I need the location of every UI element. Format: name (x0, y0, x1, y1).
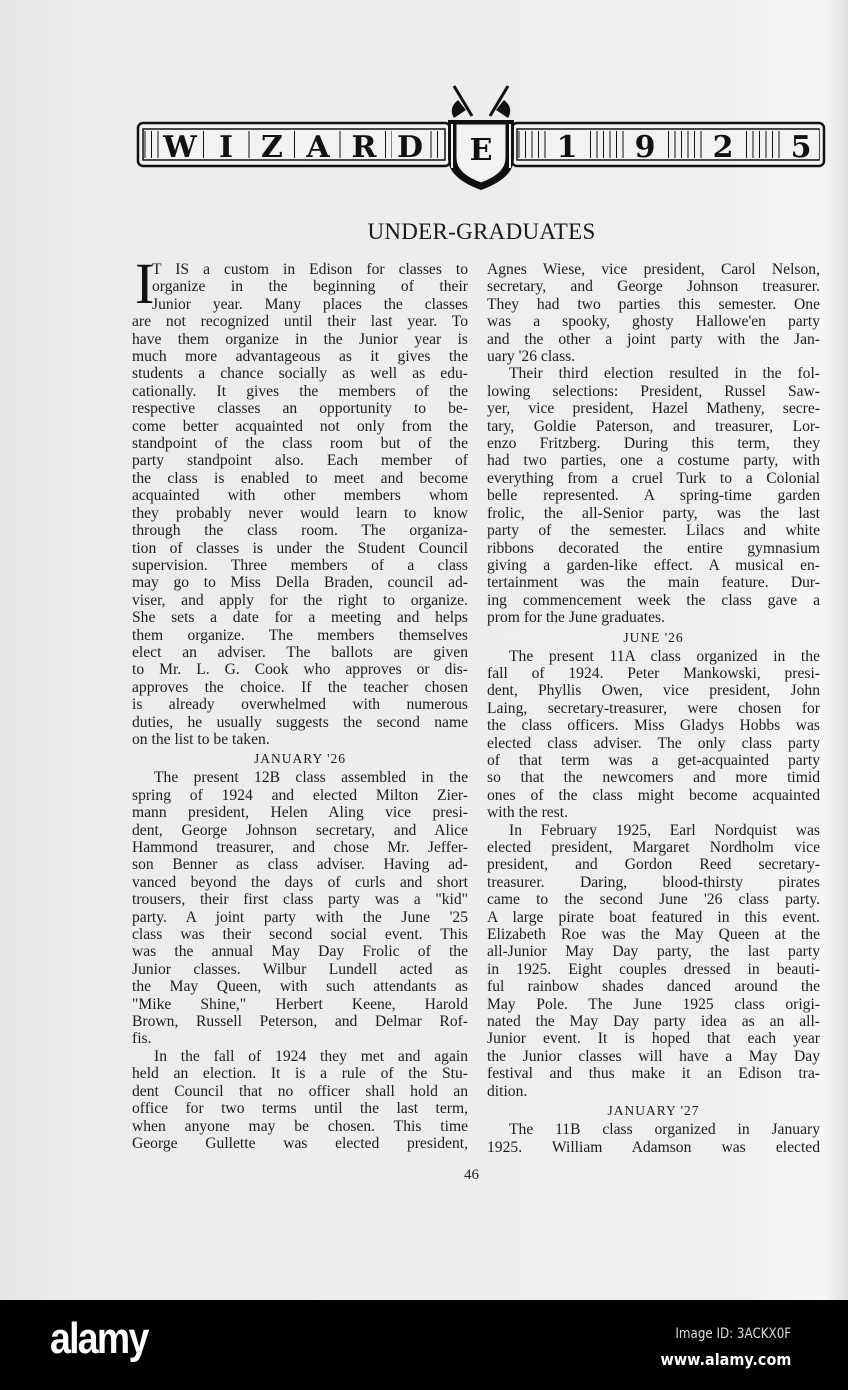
text-line: treasurer. Daring, blood-thirsty pirates (487, 873, 820, 891)
alamy-url[interactable]: www.alamy.com (660, 1350, 791, 1369)
text-line: the Junior classes will have a May Day (487, 1047, 820, 1065)
wizard-1925-banner (136, 78, 826, 193)
text-line: supervision. Three members of a class (132, 556, 468, 574)
text-line: ful rainbow shades danced around the (487, 978, 820, 996)
text-line: uary '26 class. (487, 348, 576, 366)
text-line: may go to Miss Della Braden, council ad- (132, 574, 468, 592)
text-line: enzo Fritzberg. During this term, they (487, 435, 820, 453)
text-line: Agnes Wiese, vice president, Carol Nelson, (487, 261, 820, 278)
text-line: The present 11A class organized in the (509, 647, 820, 665)
text-line: Hammond treasurer, and chose Mr. Jeffer- (132, 839, 468, 856)
text-line: Junior classes. Wilbur Lundell acted as (132, 960, 468, 978)
banner-letter: 9 (634, 130, 656, 165)
text-column-left (132, 251, 468, 1152)
text-line: spring of 1924 and elected Milton Zier- (132, 786, 468, 804)
text-line: to Mr. L. G. Cook who approves or dis- (132, 661, 468, 679)
text-line: come better acquainted not only from the (132, 417, 468, 435)
text-line: are not recognized until their last year. To (132, 313, 468, 331)
section-heading: JUNE '26 (623, 629, 684, 645)
text-line: elected president, Margaret Nordholm vice (487, 839, 820, 856)
text-line: lowing selections: President, Russel Saw- (487, 382, 820, 400)
text-line: party. A joint party with the June '25 (132, 908, 468, 926)
text-line: duties, he usually suggests the second name (132, 713, 468, 731)
text-line: the class officers. Miss Gladys Hobbs was (487, 717, 820, 735)
text-line: president, and Gordon Reed secretary- (487, 856, 820, 874)
text-line: dent, Phyllis Owen, vice president, John (487, 682, 820, 700)
text-line: yer, vice president, Hazel Matheny, secre- (487, 400, 820, 418)
text-line: The present 12B class assembled in the (154, 769, 468, 787)
text-line: son Benner as class adviser. Having ad- (132, 856, 468, 874)
drop-cap: I (135, 251, 155, 316)
banner-letter: 1 (556, 130, 578, 165)
text-line: Elizabeth Roe was the May Queen at the (487, 926, 820, 944)
text-line: held an election. It is a rule of the Stu- (132, 1065, 468, 1083)
text-line: Laing, secretary-treasurer, were chosen for (487, 699, 820, 717)
text-line: In February 1925, Earl Nordquist was (509, 821, 820, 839)
text-line: approves the choice. If the teacher chosen (132, 678, 468, 696)
text-line: tary, Goldie Paterson, and treasurer, Lor- (487, 417, 820, 435)
text-line: with the rest. (487, 804, 568, 822)
banner-letter: D (396, 130, 424, 165)
banner-letter: A (306, 130, 330, 165)
text-line: 1925. William Adamson was elected (487, 1138, 820, 1156)
text-line: A large pirate boat featured in this event. (487, 908, 820, 926)
text-line: nated the May Day party idea as an all- (487, 1013, 820, 1031)
text-line: tion of classes is under the Student Council (132, 539, 468, 557)
banner-letter: W (163, 130, 197, 165)
alamy-logo: alamy (50, 1314, 148, 1363)
text-line: is already overwhelmed with numerous (132, 696, 468, 714)
text-line: ribbons decorated the entire gymnasium (487, 539, 820, 557)
shield-letter: E (469, 133, 493, 168)
text-line: office for two terms until the last term, (132, 1100, 468, 1118)
text-line: Junior event. It is hoped that each year (487, 1030, 820, 1048)
text-line: was a spooky, ghosty Hallowe'en party (487, 313, 820, 331)
text-line: She sets a date for a meeting and helps (132, 609, 468, 627)
banner-letter: 5 (790, 130, 812, 165)
text-line: secretary, and George Johnson treasurer. (487, 278, 820, 296)
text-line: all-Junior May Day party, the last party (487, 943, 820, 961)
text-line: dition. (487, 1082, 528, 1100)
text-line: The 11B class organized in January (509, 1121, 820, 1139)
text-line: festival and thus make it an Edison tra- (487, 1065, 820, 1083)
text-line: May Pole. The June 1925 class origi- (487, 995, 820, 1013)
text-line: They had two parties this semester. One (487, 295, 820, 313)
text-line: elected class adviser. The only class party (487, 734, 820, 752)
banner-letter: I (218, 130, 234, 165)
text-line: much more advantageous as it gives the (132, 348, 468, 366)
text-line: In the fall of 1924 they met and again (154, 1047, 468, 1065)
page-number: 46 (464, 1167, 479, 1183)
text-line: prom for the June graduates. (487, 609, 665, 627)
text-line: "Mike Shine," Herbert Keene, Harold (132, 995, 468, 1013)
text-line: party standpoint also. Each member of (132, 452, 468, 470)
text-line: class was their second social event. This (132, 926, 468, 944)
text-line: frolic, the all-Senior party, was the last (487, 504, 820, 522)
text-line: so that the newcomers and more timid (487, 769, 820, 787)
text-line: dent, George Johnson secretary, and Alice (132, 821, 468, 839)
banner-letter: R (351, 130, 377, 165)
text-line: tertainment was the main feature. Dur- (487, 574, 820, 592)
text-line: ones of the class might become acquainted (487, 786, 820, 804)
text-line: party of the semester. Lilacs and white (487, 522, 820, 540)
text-line: when anyone may be chosen. This time (132, 1117, 468, 1135)
text-line: belle represented. A spring-time garden (487, 487, 820, 505)
text-line: Their third election resulted in the fol- (509, 365, 820, 383)
text-line: giving a garden-like effect. A musical en- (487, 556, 820, 574)
text-line: the class is enabled to meet and become (132, 469, 468, 487)
text-line: fis. (132, 1030, 152, 1048)
text-line: T IS a custom in Edison for classes to (152, 261, 468, 278)
text-column-right (487, 261, 820, 1156)
banner-letter: Z (261, 130, 283, 165)
text-line: dent Council that no officer shall hold an (132, 1082, 468, 1100)
text-line: respective classes an opportunity to be- (132, 400, 468, 418)
text-line: acquainted with other members whom (132, 487, 468, 505)
shield-crest-icon (448, 86, 514, 190)
text-line: George Gullette was elected president, (132, 1134, 468, 1152)
page-title: UNDER-GRADUATES (367, 219, 596, 244)
text-line: the May Queen, with such attendants as (132, 978, 468, 996)
text-line: everything from a cruel Turk to a Colonial (487, 469, 820, 487)
text-line: viser, and apply for the right to organize. (132, 591, 468, 609)
text-line: through the class room. The organiza- (132, 522, 468, 540)
text-line: trousers, their first class party was a "kid" (132, 891, 468, 909)
text-line: mann president, Helen Aling vice presi- (132, 804, 468, 822)
banner-letter: 2 (712, 130, 734, 165)
text-line: and the other a joint party with the Jan- (487, 330, 820, 348)
text-line: cationally. It gives the members of the (132, 382, 468, 400)
text-line: vanced beyond the days of curls and short (132, 873, 468, 891)
text-line: they probably never would learn to know (132, 504, 468, 522)
text-line: fall of 1924. Peter Mankowski, presi- (487, 664, 820, 682)
text-line: had two parties, one a costume party, with (487, 452, 820, 470)
section-heading: JANUARY '26 (253, 751, 347, 767)
text-line: on the list to be taken. (132, 730, 270, 748)
text-line: of that term was a get-acquainted party (487, 751, 820, 769)
text-line: elect an adviser. The ballots are given (132, 643, 468, 661)
text-line: ing commencement week the class gave a (487, 591, 820, 609)
text-line: students a chance socially as well as edu- (132, 365, 468, 383)
text-line: Junior year. Many places the classes (152, 295, 468, 313)
text-line: came to the second June '26 class party. (487, 891, 820, 909)
text-line: Brown, Russell Peterson, and Delmar Rof- (132, 1013, 468, 1031)
text-line: standpoint of the class room but of the (132, 435, 468, 453)
text-line: them organize. The members themselves (132, 626, 468, 644)
watermark-footer (0, 1300, 848, 1390)
text-line: was the annual May Day Frolic of the (132, 943, 468, 961)
text-line: have them organize in the Junior year is (132, 330, 468, 348)
section-heading: JANUARY '27 (607, 1103, 700, 1119)
image-id-label: Image ID: 3ACKX0F (675, 1326, 791, 1342)
text-line: organize in the beginning of their (152, 278, 468, 296)
text-line: in 1925. Eight couples dressed in beauti- (487, 960, 820, 978)
